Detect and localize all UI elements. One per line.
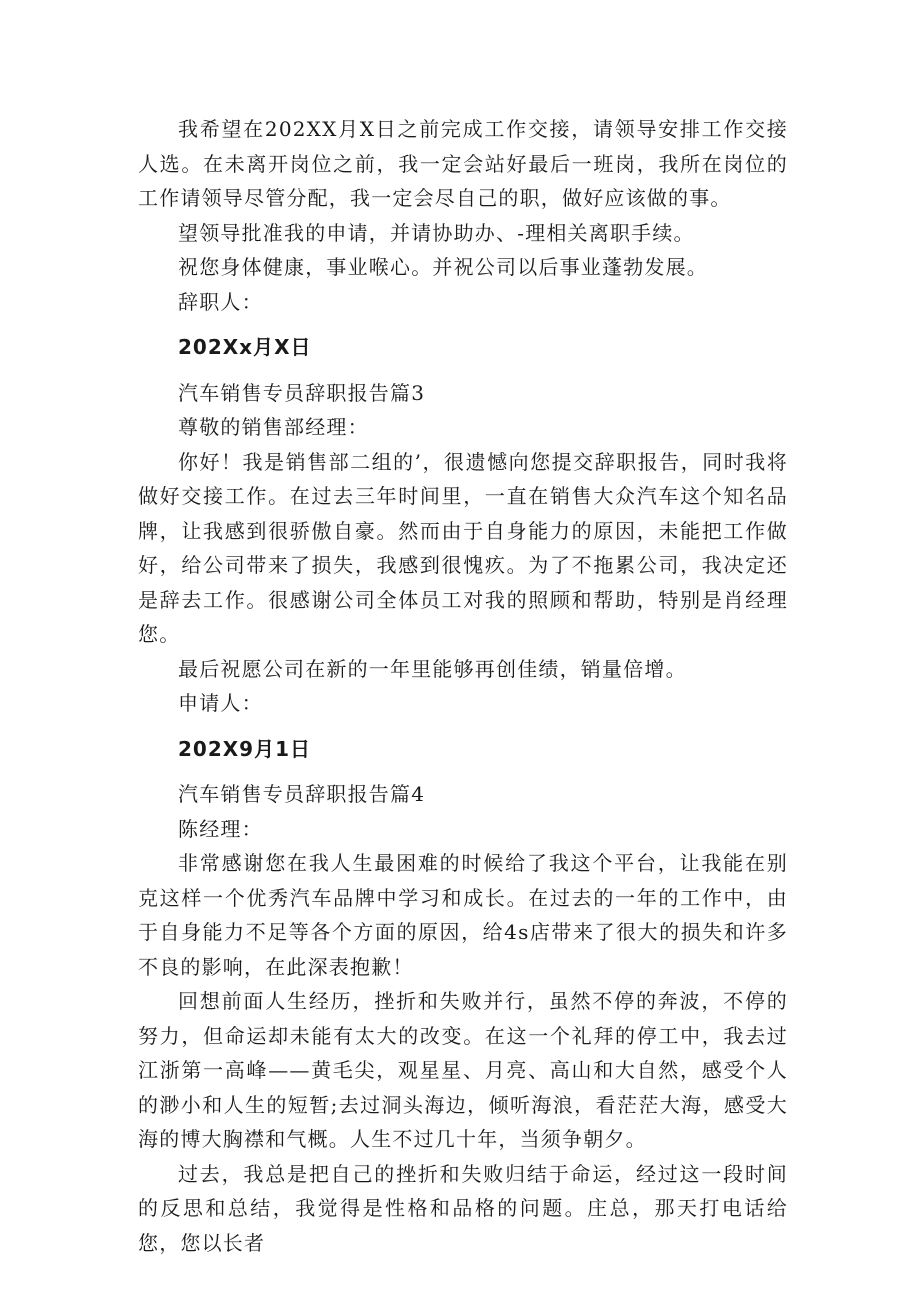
salutation-manager-chen: 陈经理： xyxy=(178,816,263,841)
salutation-sales-manager: 尊敬的销售部经理： xyxy=(178,415,369,439)
signature-label-applicant: 申请人： xyxy=(178,691,263,715)
paragraph-approval-request: 望领导批准我的申请，并请协助办、-理相关离职手续。 xyxy=(178,220,695,245)
date-line-2: 202X9月1日 xyxy=(178,736,311,761)
paragraph-gratitude: 非常感谢您在我人生最困难的时候给了我这个平台，让我能在别克这样一个优秀汽车品牌中学习和成长。在过去的一年的工作中，由于自身能力不足等各个方面的原因，给4s店带来了很大的损失和许多不良的影响，在此深表抱歉！ xyxy=(138,851,788,979)
paragraph-reflection: 回想前面人生经历，挫折和失败并行，虽然不停的奔波，不停的努力，但命运却未能有太大的改变。在这一个礼拜的停工中，我去过江浙第一高峰——黄毛尖，观星星、月亮、高山和大自然，感受个人的渺小和人生的短暂;去过洞头海边，倾听海浪，看茫茫大海，感受大海的博大胸襟和气概。人生不过几十年，当须争朝夕。 xyxy=(138,989,788,1151)
paragraph-wishes: 祝您身体健康，事业喉心。并祝公司以后事业蓬勃发展。 xyxy=(178,255,708,279)
section-title-3: 汽车销售专员辞职报告篇3 xyxy=(178,380,426,405)
paragraph-resignation-3: 你好！我是销售部二组的’，很遗憾向您提交辞职报告，同时我将做好交接工作。在过去三年时间里，一直在销售大众汽车这个知名品牌，让我感到很骄傲自豪。然而由于自身能力的原因，未能把工作做好，给公司带来了损失，我感到很愧疚。为了不拖累公司，我决定还是辞去工作。很感谢公司全体员工对我的照顾和帮助，特别是肖经理您。 xyxy=(138,449,788,646)
paragraph-closing-wish: 最后祝愿公司在新的一年里能够再创佳绩，销量倍增。 xyxy=(178,656,687,681)
section-title-4: 汽车销售专员辞职报告篇4 xyxy=(178,782,426,806)
date-line-1: 202Xx月X日 xyxy=(178,335,312,359)
document-page xyxy=(138,112,788,1260)
paragraph-handover: 我希望在202XX月X日之前完成工作交接，请领导安排工作交接人选。在未离开岗位之前，我一定会站好最后一班岗，我所在岗位的工作请领导尽管分配，我一定会尽自己的职，做好应该做的事。 xyxy=(138,117,788,210)
signature-label-resigner: 辞职人： xyxy=(178,289,263,314)
paragraph-past: 过去，我总是把自己的挫折和失败归结于命运，经过这一段时间的反思和总结，我觉得是性格和品格的问题。庄总，那天打电话给您，您以长者 xyxy=(138,1161,788,1255)
